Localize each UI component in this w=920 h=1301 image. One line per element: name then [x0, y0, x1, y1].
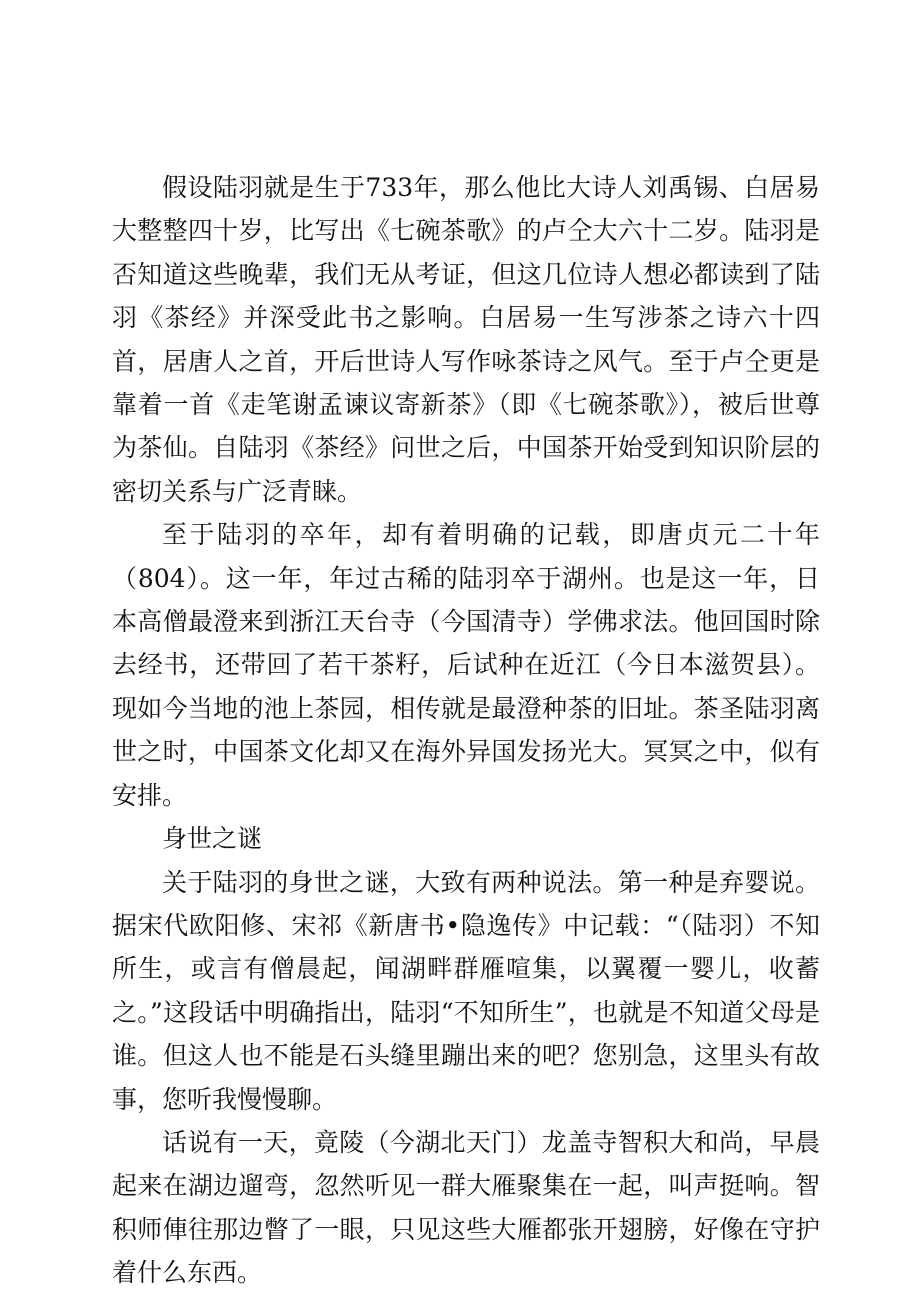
paragraph-death-year: 至于陆羽的卒年，却有着明确的记载，即唐贞元二十年（804）。这一年，年过古稀的陆羽卒于湖州。也是这一年，日本高僧最澄来到浙江天台寺（今国清寺）学佛求法。他回国时除去经书，还带回了若干茶籽，后试种在近江（今日本滋贺县）。现如今当地的池上茶园，相传就是最澄种茶的旧址。茶圣陆羽离世之时，中国茶文化却又在海外异国发扬光大。冥冥之中，似有安排。	[112, 520, 820, 810]
paragraph-birth-year: 假设陆羽就是生于733年，那么他比大诗人刘禹锡、白居易大整整四十岁，比写出《七碗茶歌》的卢仝大六十二岁。陆羽是否知道这些晚辈，我们无从考证，但这几位诗人想必都读到了陆羽《茶经》并深受此书之影响。白居易一生写涉茶之诗六十四首，居唐人之首，开后世诗人写作咏茶诗之风气。至于卢仝更是靠着一首《走笔谢孟谏议寄新茶》（即《七碗茶歌》），被后世尊为茶仙。自陆羽《茶经》问世之后，中国茶开始受到知识阶层的密切关系与广泛青睐。	[112, 173, 820, 506]
document-body	[112, 166, 820, 1295]
section-heading: 身世之谜	[162, 824, 263, 854]
paragraph-origin-mystery: 关于陆羽的身世之谜，大致有两种说法。第一种是弃婴说。据宋代欧阳修、宋祁《新唐书•隐逸传》中记载：“（陆羽）不知所生，或言有僧晨起，闻湖畔群雁喧集，以翼覆一婴儿，收蓄之。”这段话中明确指出，陆羽“不知所生”，也就是不知道父母是谁。但这人也不能是石头缝里蹦出来的吧？您别急，这里头有故事，您听我慢慢聊。	[112, 867, 820, 1114]
paragraph-story: 话说有一天，竟陵（今湖北天门）龙盖寺智积大和尚，早晨起来在湖边遛弯，忽然听见一群大雁聚集在一起，叫声挺响。智积师俥往那边瞥了一眼，只见这些大雁都张开翅膀，好像在守护着什么东西。	[112, 1127, 820, 1288]
